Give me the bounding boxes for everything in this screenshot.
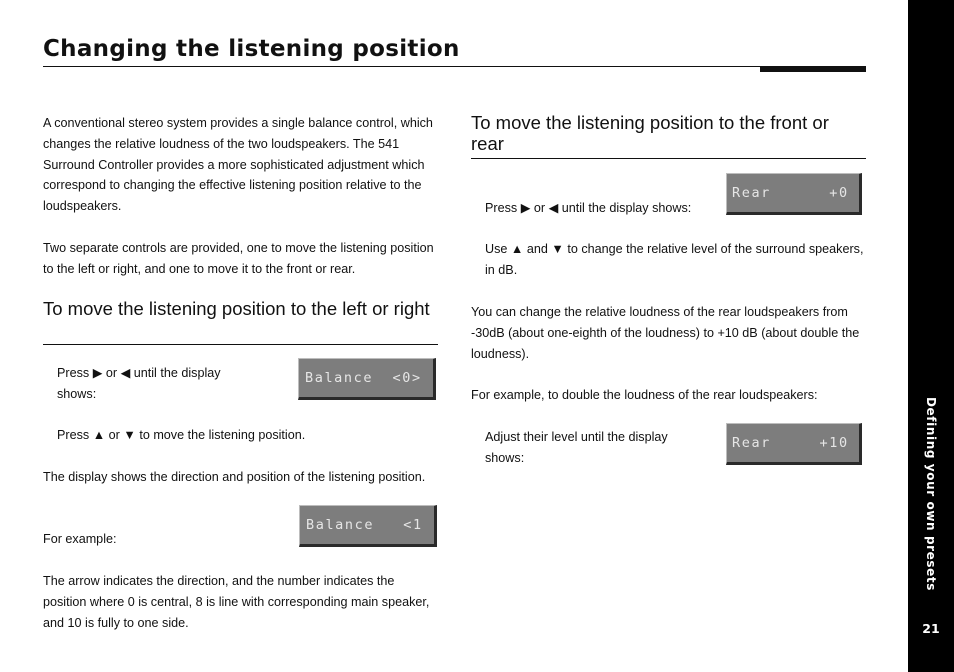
heading-left-right-rule [43,344,438,345]
title-rule [43,66,866,67]
display-shows-paragraph: The display shows the direction and position of the listening position. [43,470,426,484]
range-paragraph: You can change the relative loudness of the rear loudspeakers from -30dB (about one-eighth of the loudness) to +10 dB (about double the loudness). [471,305,860,361]
step-adjust-level: Adjust their level until the display shows: [485,430,668,465]
arrow-explanation-paragraph: The arrow indicates the direction, and the number indicates the position where 0 is central, 8 is line with corresponding main speaker, and 10 is fully to one side. [43,574,430,630]
side-tab-label: Defining your own presets [924,397,938,591]
double-loudness-paragraph: For example, to double the loudness of the rear loudspeakers: [471,388,818,402]
page-title: Changing the listening position [43,36,460,62]
lcd-text: Balance <0> [305,370,422,386]
step-press-until-display: Press ▶ or ◀ until the display shows: [57,366,221,401]
title-rule-accent [760,67,866,72]
heading-front-rear: To move the listening position to the front or rear [471,112,829,154]
step-press-until-display-rear: Press ▶ or ◀ until the display shows: [485,201,692,215]
lcd-text: Rear +10 [732,435,849,451]
lcd-display-rear-zero [726,173,862,215]
lcd-display-balance-left [299,505,437,547]
lcd-text: Rear +0 [732,185,849,201]
intro-paragraph-1: A conventional stereo system provides a single balance control, which changes the relative loudness of the two loudspeakers. The 541 Surround Controller provides a more sophisticated adjustment which correspond to changing the effective listening position relative to the loudspeakers. [43,116,433,214]
lcd-display-rear-plus-ten [726,423,862,465]
heading-front-rear-rule [471,158,866,159]
step-press-to-move: Press ▲ or ▼ to move the listening position. [57,428,306,442]
lcd-display-balance-center [298,358,436,400]
page-number: 21 [922,621,940,636]
for-example-label: For example: [43,532,117,546]
lcd-text: Balance <1 [306,517,423,533]
step-use-arrows: Use ▲ and ▼ to change the relative level of the surround speakers, in dB. [485,242,864,277]
heading-left-right: To move the listening position to the left or right [43,298,430,319]
intro-paragraph-2: Two separate controls are provided, one to move the listening position to the left or right, and one to move it to the front or rear. [43,241,434,276]
